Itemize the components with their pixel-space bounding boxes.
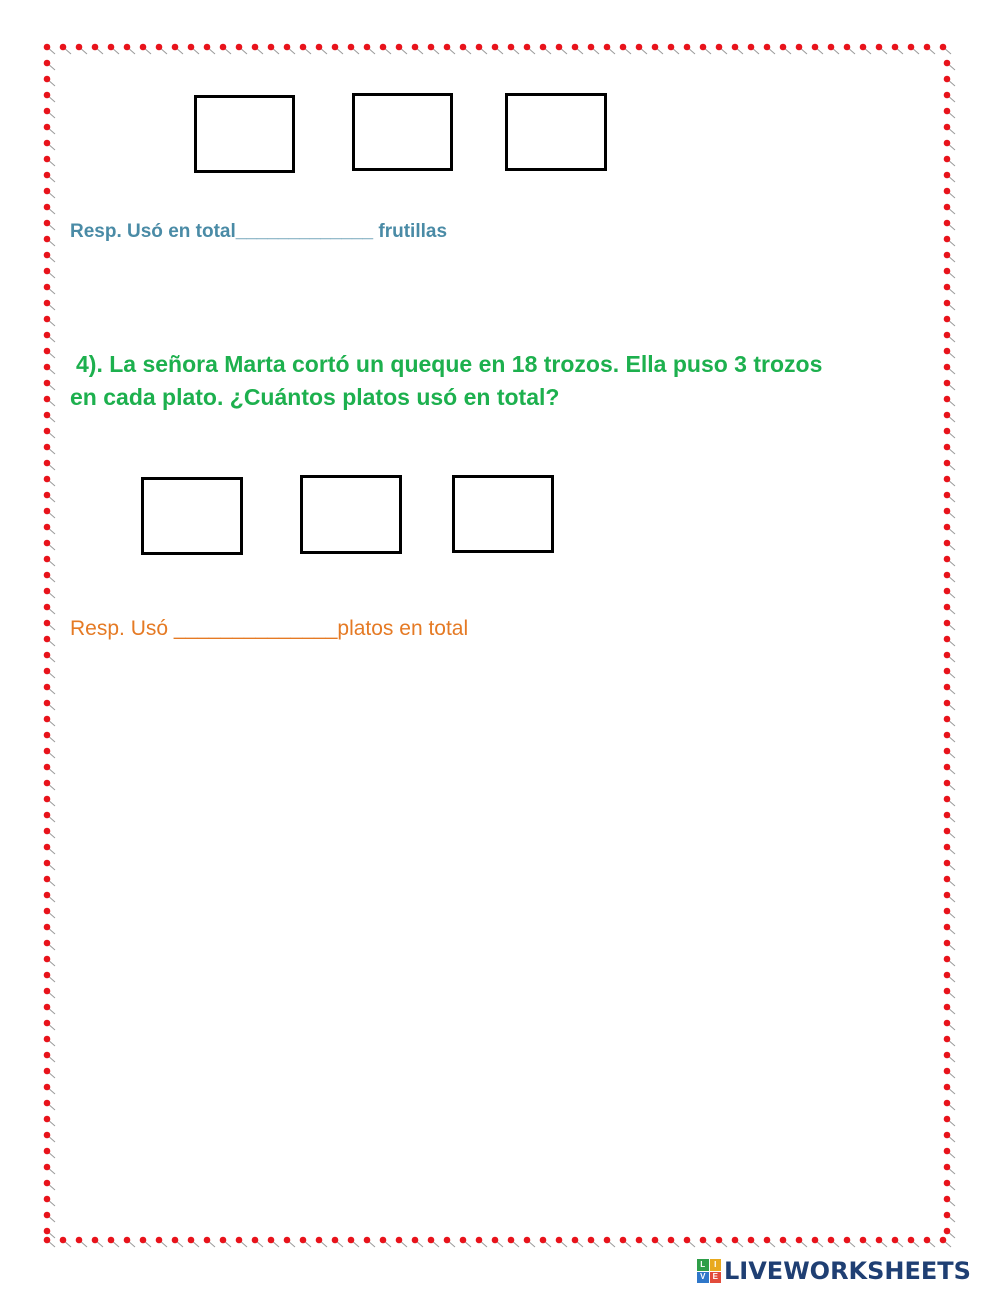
border-pin-155 (944, 380, 955, 390)
border-pin-71 (604, 1237, 615, 1247)
border-pin-32 (300, 44, 311, 54)
border-pin-250 (44, 1148, 55, 1158)
border-pin-2 (60, 44, 71, 54)
border-pin-218 (44, 892, 55, 902)
border-pin-4 (76, 44, 87, 54)
border-pin-108 (908, 44, 919, 54)
border-pin-219 (944, 892, 955, 902)
question-4-line-1: 4). La señora Marta cortó un queque en 18 trozos. Ella puso 3 trozos (76, 351, 823, 377)
border-pin-200 (44, 748, 55, 758)
border-pin-126 (44, 156, 55, 166)
border-pin-12 (140, 44, 151, 54)
border-pin-89 (748, 1237, 759, 1247)
logo-tile-v: V (697, 1272, 709, 1284)
border-pin-180 (44, 588, 55, 598)
border-pin-229 (944, 972, 955, 982)
border-pin-173 (944, 524, 955, 534)
border-pin-154 (44, 380, 55, 390)
border-pin-53 (460, 1237, 471, 1247)
border-pin-117 (944, 76, 955, 86)
border-pin-253 (944, 1164, 955, 1174)
border-pin-1 (44, 1237, 55, 1247)
border-pin-256 (44, 1196, 55, 1206)
border-pin-34 (316, 44, 327, 54)
answer-box-3-3[interactable] (505, 93, 607, 171)
border-pin-251 (944, 1148, 955, 1158)
border-pin-24 (236, 44, 247, 54)
border-pin-171 (944, 508, 955, 518)
border-pin-177 (944, 556, 955, 566)
border-pin-66 (572, 44, 583, 54)
border-pin-244 (44, 1100, 55, 1110)
border-pin-11 (124, 1237, 135, 1247)
border-pin-37 (332, 1237, 343, 1247)
border-pin-207 (944, 796, 955, 806)
border-pin-5 (76, 1237, 87, 1247)
border-pin-49 (428, 1237, 439, 1247)
border-pin-225 (944, 940, 955, 950)
border-pin-31 (284, 1237, 295, 1247)
border-pin-141 (944, 268, 955, 278)
border-pin-149 (944, 332, 955, 342)
logo-tile-i: I (710, 1259, 722, 1271)
border-pin-48 (428, 44, 439, 54)
border-pin-99 (828, 1237, 839, 1247)
border-pin-87 (732, 1237, 743, 1247)
border-pin-156 (44, 396, 55, 406)
border-pin-41 (364, 1237, 375, 1247)
border-pin-129 (944, 172, 955, 182)
border-pin-78 (668, 44, 679, 54)
border-pin-26 (252, 44, 263, 54)
border-pin-224 (44, 940, 55, 950)
border-pin-216 (44, 876, 55, 886)
border-pin-103 (860, 1237, 871, 1247)
border-pin-28 (268, 44, 279, 54)
border-pin-72 (620, 44, 631, 54)
border-pin-235 (944, 1020, 955, 1030)
border-pin-132 (44, 204, 55, 214)
border-pin-170 (44, 508, 55, 518)
border-pin-193 (944, 684, 955, 694)
border-pin-113 (940, 1237, 951, 1247)
border-pin-123 (944, 124, 955, 134)
answer-2-blank[interactable]: ______________ (173, 617, 338, 640)
border-pin-58 (508, 44, 519, 54)
border-pin-38 (348, 44, 359, 54)
border-pin-202 (44, 764, 55, 774)
border-pin-94 (796, 44, 807, 54)
border-pin-239 (944, 1052, 955, 1062)
border-pin-204 (44, 780, 55, 790)
border-pin-79 (668, 1237, 679, 1247)
border-pin-112 (940, 44, 951, 54)
border-pin-19 (188, 1237, 199, 1247)
border-pin-65 (556, 1237, 567, 1247)
answer-line-plates (70, 617, 468, 641)
answer-box-4-3[interactable] (452, 475, 554, 553)
logo-tile-e: E (710, 1272, 722, 1284)
border-pin-186 (44, 636, 55, 646)
border-pin-14 (156, 44, 167, 54)
border-pin-124 (44, 140, 55, 150)
border-pin-214 (44, 860, 55, 870)
border-pin-167 (944, 476, 955, 486)
border-pin-189 (944, 652, 955, 662)
border-pin-210 (44, 828, 55, 838)
answer-1-prefix: Resp. Usó en total (70, 221, 236, 242)
border-pin-217 (944, 876, 955, 886)
border-pin-70 (604, 44, 615, 54)
border-pin-100 (844, 44, 855, 54)
border-pin-57 (492, 1237, 503, 1247)
border-pin-104 (876, 44, 887, 54)
border-pin-106 (892, 44, 903, 54)
border-pin-179 (944, 572, 955, 582)
border-pin-164 (44, 460, 55, 470)
border-pin-133 (944, 204, 955, 214)
border-pin-67 (572, 1237, 583, 1247)
border-pin-101 (844, 1237, 855, 1247)
border-pin-165 (944, 460, 955, 470)
border-pin-23 (220, 1237, 231, 1247)
border-pin-17 (172, 1237, 183, 1247)
border-pin-62 (540, 44, 551, 54)
border-pin-40 (364, 44, 375, 54)
border-pin-191 (944, 668, 955, 678)
border-pin-243 (944, 1084, 955, 1094)
liveworksheets-logo-icon (697, 1259, 721, 1283)
border-pin-195 (944, 700, 955, 710)
border-pin-152 (44, 364, 55, 374)
border-pin-68 (588, 44, 599, 54)
border-pin-125 (944, 140, 955, 150)
border-pin-27 (252, 1237, 263, 1247)
border-pin-95 (796, 1237, 807, 1247)
border-pin-127 (944, 156, 955, 166)
border-pin-157 (944, 396, 955, 406)
border-pin-238 (44, 1052, 55, 1062)
border-pin-98 (828, 44, 839, 54)
border-pin-233 (944, 1004, 955, 1014)
border-pin-134 (44, 220, 55, 230)
border-pin-15 (156, 1237, 167, 1247)
border-pin-137 (944, 236, 955, 246)
answer-1-blank[interactable]: _____________ (235, 221, 374, 242)
border-pin-146 (44, 316, 55, 326)
border-pin-140 (44, 268, 55, 278)
border-pin-232 (44, 1004, 55, 1014)
border-pin-122 (44, 124, 55, 134)
border-pin-187 (944, 636, 955, 646)
border-pin-158 (44, 412, 55, 422)
border-pin-237 (944, 1036, 955, 1046)
border-pin-247 (944, 1116, 955, 1126)
border-pin-82 (700, 44, 711, 54)
border-pin-118 (44, 92, 55, 102)
border-pin-46 (412, 44, 423, 54)
border-pin-151 (944, 348, 955, 358)
border-pin-182 (44, 604, 55, 614)
answer-box-3-1[interactable] (194, 95, 295, 173)
border-pin-56 (492, 44, 503, 54)
border-pin-249 (944, 1132, 955, 1142)
border-pin-196 (44, 716, 55, 726)
border-pin-0 (44, 44, 55, 54)
border-pin-248 (44, 1132, 55, 1142)
border-pin-213 (944, 844, 955, 854)
border-pin-145 (944, 300, 955, 310)
logo-tile-l: L (697, 1259, 709, 1271)
border-pin-33 (300, 1237, 311, 1247)
border-pin-260 (44, 1228, 55, 1238)
border-pin-61 (524, 1237, 535, 1247)
border-pin-120 (44, 108, 55, 118)
border-pin-161 (944, 428, 955, 438)
border-pin-8 (108, 44, 119, 54)
border-pin-258 (44, 1212, 55, 1222)
border-pin-215 (944, 860, 955, 870)
border-pin-261 (944, 1228, 955, 1238)
border-pin-7 (92, 1237, 103, 1247)
question-4 (70, 348, 940, 414)
border-pin-81 (684, 1237, 695, 1247)
border-pin-192 (44, 684, 55, 694)
border-pin-231 (944, 988, 955, 998)
border-pin-206 (44, 796, 55, 806)
border-pin-228 (44, 972, 55, 982)
border-pin-142 (44, 284, 55, 294)
border-pin-116 (44, 76, 55, 86)
border-pin-9 (108, 1237, 119, 1247)
border-pin-102 (860, 44, 871, 54)
border-pin-143 (944, 284, 955, 294)
border-pin-18 (188, 44, 199, 54)
border-pin-69 (588, 1237, 599, 1247)
border-pin-114 (44, 60, 55, 70)
border-pin-257 (944, 1196, 955, 1206)
border-pin-246 (44, 1116, 55, 1126)
border-pin-159 (944, 412, 955, 422)
border-pin-178 (44, 572, 55, 582)
border-pin-172 (44, 524, 55, 534)
border-pin-43 (380, 1237, 391, 1247)
border-pin-97 (812, 1237, 823, 1247)
answer-box-3-2[interactable] (352, 93, 453, 171)
border-pin-185 (944, 620, 955, 630)
border-pin-136 (44, 236, 55, 246)
border-pin-25 (236, 1237, 247, 1247)
border-pin-139 (944, 252, 955, 262)
border-pin-84 (716, 44, 727, 54)
border-pin-245 (944, 1100, 955, 1110)
border-pin-176 (44, 556, 55, 566)
border-pin-45 (396, 1237, 407, 1247)
border-pin-21 (204, 1237, 215, 1247)
border-pin-259 (944, 1212, 955, 1222)
answer-line-strawberries (70, 221, 447, 243)
border-pin-10 (124, 44, 135, 54)
border-pin-205 (944, 780, 955, 790)
border-pin-63 (540, 1237, 551, 1247)
border-pin-119 (944, 92, 955, 102)
border-pin-174 (44, 540, 55, 550)
border-pin-208 (44, 812, 55, 822)
border-pin-223 (944, 924, 955, 934)
border-pin-236 (44, 1036, 55, 1046)
border-pin-13 (140, 1237, 151, 1247)
border-pin-86 (732, 44, 743, 54)
border-pin-201 (944, 748, 955, 758)
border-pin-131 (944, 188, 955, 198)
border-pin-54 (476, 44, 487, 54)
border-pin-60 (524, 44, 535, 54)
border-pin-144 (44, 300, 55, 310)
border-pin-73 (620, 1237, 631, 1247)
border-pin-241 (944, 1068, 955, 1078)
question-4-line-2: en cada plato. ¿Cuántos platos usó en total? (70, 384, 560, 410)
border-pin-254 (44, 1180, 55, 1190)
border-pin-168 (44, 492, 55, 502)
border-pin-184 (44, 620, 55, 630)
border-pin-169 (944, 492, 955, 502)
border-pin-74 (636, 44, 647, 54)
border-pin-212 (44, 844, 55, 854)
answer-1-suffix: frutillas (373, 221, 448, 242)
border-pin-240 (44, 1068, 55, 1078)
border-pin-175 (944, 540, 955, 550)
border-pin-121 (944, 108, 955, 118)
border-pin-190 (44, 668, 55, 678)
border-pin-44 (396, 44, 407, 54)
border-pin-220 (44, 908, 55, 918)
border-pin-222 (44, 924, 55, 934)
border-pin-163 (944, 444, 955, 454)
border-pin-83 (700, 1237, 711, 1247)
border-pin-80 (684, 44, 695, 54)
border-pin-160 (44, 428, 55, 438)
border-pin-96 (812, 44, 823, 54)
border-pin-198 (44, 732, 55, 742)
border-pin-162 (44, 444, 55, 454)
border-pin-6 (92, 44, 103, 54)
border-pin-255 (944, 1180, 955, 1190)
border-pin-22 (220, 44, 231, 54)
border-pin-194 (44, 700, 55, 710)
border-pin-91 (764, 1237, 775, 1247)
border-pin-29 (268, 1237, 279, 1247)
border-pin-109 (908, 1237, 919, 1247)
border-pin-3 (60, 1237, 71, 1247)
border-pin-107 (892, 1237, 903, 1247)
answer-box-4-2[interactable] (300, 475, 402, 554)
border-pin-110 (924, 44, 935, 54)
border-pin-75 (636, 1237, 647, 1247)
border-pin-59 (508, 1237, 519, 1247)
border-pin-150 (44, 348, 55, 358)
border-pin-115 (944, 60, 955, 70)
answer-box-4-1[interactable] (141, 477, 243, 555)
border-pin-92 (780, 44, 791, 54)
border-pin-36 (332, 44, 343, 54)
border-pin-130 (44, 188, 55, 198)
border-pin-51 (444, 1237, 455, 1247)
border-pin-20 (204, 44, 215, 54)
border-pin-188 (44, 652, 55, 662)
border-pin-221 (944, 908, 955, 918)
border-pin-90 (764, 44, 775, 54)
border-pin-197 (944, 716, 955, 726)
border-pin-230 (44, 988, 55, 998)
border-pin-39 (348, 1237, 359, 1247)
border-pin-252 (44, 1164, 55, 1174)
border-pin-138 (44, 252, 55, 262)
border-pin-199 (944, 732, 955, 742)
border-pin-105 (876, 1237, 887, 1247)
logo-wordmark: LIVEWORKSHEETS (724, 1257, 971, 1285)
border-pin-148 (44, 332, 55, 342)
border-pin-85 (716, 1237, 727, 1247)
border-pin-234 (44, 1020, 55, 1030)
border-pin-209 (944, 812, 955, 822)
border-pin-153 (944, 364, 955, 374)
border-pin-242 (44, 1084, 55, 1094)
border-pin-35 (316, 1237, 327, 1247)
border-pin-135 (944, 220, 955, 230)
border-pin-181 (944, 588, 955, 598)
border-pin-93 (780, 1237, 791, 1247)
border-pin-203 (944, 764, 955, 774)
border-pin-128 (44, 172, 55, 182)
border-pin-55 (476, 1237, 487, 1247)
border-pin-88 (748, 44, 759, 54)
border-pin-226 (44, 956, 55, 966)
answer-2-suffix: platos en total (337, 617, 469, 640)
border-pin-76 (652, 44, 663, 54)
border-pin-16 (172, 44, 183, 54)
border-pin-52 (460, 44, 471, 54)
border-pin-227 (944, 956, 955, 966)
border-pin-111 (924, 1237, 935, 1247)
border-pin-211 (944, 828, 955, 838)
border-pin-64 (556, 44, 567, 54)
border-pin-166 (44, 476, 55, 486)
border-pin-50 (444, 44, 455, 54)
border-pin-30 (284, 44, 295, 54)
border-pin-183 (944, 604, 955, 614)
answer-2-prefix: Resp. Usó (70, 617, 174, 640)
border-pin-47 (412, 1237, 423, 1247)
border-pin-147 (944, 316, 955, 326)
liveworksheets-logo (697, 1256, 971, 1286)
border-pin-77 (652, 1237, 663, 1247)
border-pin-42 (380, 44, 391, 54)
